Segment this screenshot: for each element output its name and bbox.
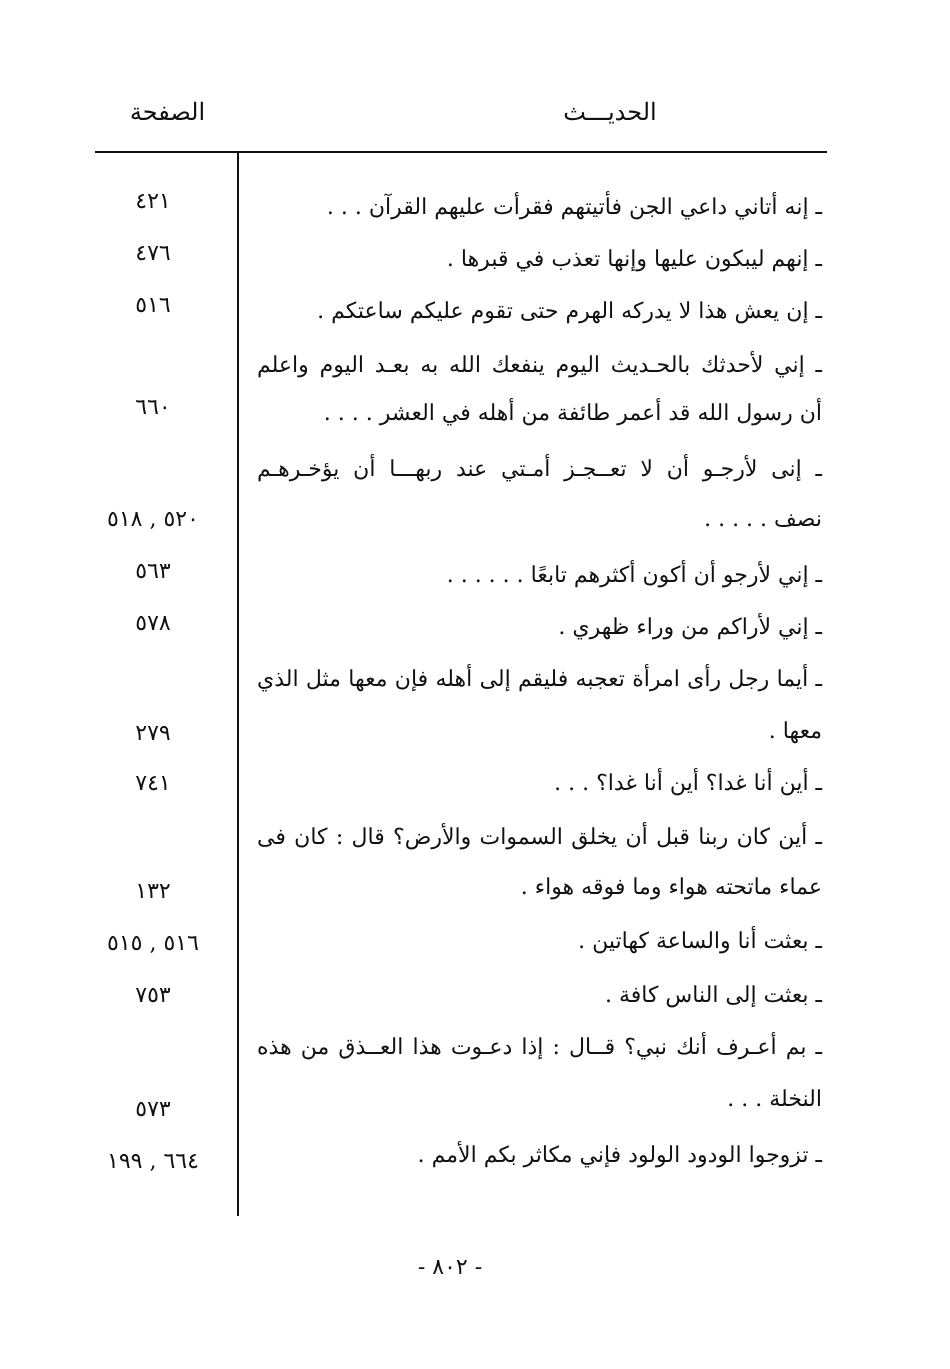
hadith-line: ـ بعثت إلى الناس كافة . [604,983,822,1008]
hadith-line: ـ تزوجوا الودود الولود فإني مكاثر بكم الأمم . [417,1143,822,1168]
hadith-line: ـ أين أنا غدا؟ أين أنا غدا؟ . . . [554,771,822,796]
page-ref: ٥١٦ [135,293,171,318]
hadith-line: عماء ماتحته هواء وما فوقه هواء . [520,875,822,900]
hadith-line: ـ بم أعـرف أنك نبي؟ قــال : إذا دعـوت هذا العــذق من هذه [257,1035,822,1060]
hadith-line: ـ أين كان ربنا قبل أن يخلق السموات والأرض؟ قال : كان فى [257,825,822,850]
page-ref: ٥١٦ , ٥١٥ [107,931,199,956]
hadith-line: ـ إني لأحدثك بالحـديث اليوم ينفعك الله به بعـد اليوم واعلم [257,353,822,378]
page-ref: ٢٧٩ [135,721,171,746]
column-divider [237,151,239,1216]
hadith-line: أن رسول الله قد أعمر طائفة من أهله في العشر . . . . [323,401,822,426]
page-ref: ١٣٢ [135,879,171,904]
hadith-line: نصف . . . . . [704,507,822,532]
page-ref: ٤٢١ [135,189,171,214]
hadith-line: ـ إن يعش هذا لا يدركه الهرم حتى تقوم عليكم ساعتكم . [317,299,822,324]
hadith-column-header: الحديـــث [563,98,657,126]
hadith-line: النخلة . . . [727,1087,822,1112]
hadith-line: ـ إنهم ليبكون عليها وإنها تعذب في قبرها . [446,247,822,272]
page-ref: ٧٥٣ [135,983,171,1008]
page-ref: ٤٧٦ [135,241,171,266]
hadith-line: ـ بعثت أنا والساعة كهاتين . [578,929,822,954]
page-number: - ٨٠٢ - [417,1255,483,1280]
page-ref: ٥٧٣ [135,1097,171,1122]
hadith-line: ـ إني لأرجو أن أكون أكثرهم تابعًا . . . . . . [446,563,822,588]
page-ref: ٥٧٨ [135,611,171,636]
page-ref: ٦٦٤ , ١٩٩ [107,1149,199,1174]
page-ref: ٦٦٠ [135,395,171,420]
page-column-header: الصفحة [129,98,206,126]
hadith-line: ـ إنه أتاني داعي الجن فأتيتهم فقرأت عليهم القرآن . . . [326,195,822,220]
header-rule [95,151,827,153]
hadith-line: ـ إني لأراكم من وراء ظهري . [558,615,822,640]
page-ref: ٥٦٣ [135,559,171,584]
hadith-line: ـ أيما رجل رأى امرأة تعجبه فليقم إلى أهله فإن معها مثل الذي [257,667,822,692]
hadith-line: ـ إنى لأرجـو أن لا تعــجـز أمـتي عند ربهـــا أن يؤخـرهـم [257,457,822,482]
page-ref: ٥٢٠ , ٥١٨ [107,507,199,532]
hadith-line: معها . [768,719,822,744]
page-ref: ٧٤١ [135,771,171,796]
